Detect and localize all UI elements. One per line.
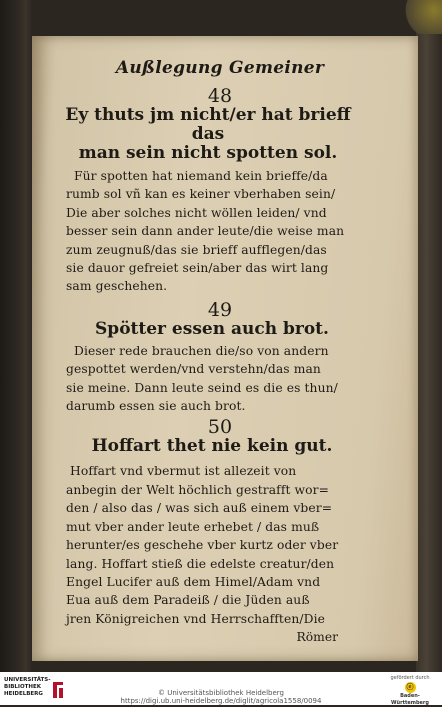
body-line: sam geschehen. — [66, 279, 168, 294]
body-line: herunter/es geschehe vber kurtz oder vber — [66, 538, 339, 553]
body-line: rumb sol vñ kan es keiner vberhaben sein/ — [66, 187, 336, 202]
body-line: anbegin der Welt höchlich gestrafft wor= — [66, 482, 330, 497]
body-line: Die aber solches nicht wöllen leiden/ vnd — [66, 205, 327, 220]
viewer-footer — [0, 672, 442, 705]
body-line: jren Königreichen vnd Herrschafften/Die — [66, 611, 325, 626]
heading-line: Hoffart thet nie kein gut. — [91, 436, 333, 457]
funded-by-label: gefördert durch — [390, 675, 430, 681]
running-head: Außlegung Gemeiner — [115, 58, 325, 78]
body-line: Dieser rede brauchen die/so von andern — [74, 343, 329, 358]
page-corner-mark — [402, 0, 442, 34]
body-line: sie dauor gefreiet sein/aber das wirt lang — [66, 261, 329, 276]
section-body — [48, 342, 358, 416]
funder-emblem-icon: ⓔ — [406, 683, 414, 691]
library-name-line: BIBLIOTHEK — [4, 684, 42, 690]
section-heading — [48, 106, 368, 163]
body-line: besser sein dann ander leute/die weise man — [66, 224, 345, 239]
body-line: Engel Lucifer auß dem Himel/Adam vnd — [66, 574, 321, 589]
heading-line: man sein nicht spotten sol. — [78, 143, 338, 163]
body-line: den / also das / was sich auß einem vber= — [66, 501, 333, 516]
section-body — [48, 167, 358, 296]
funder-name: Baden-Württemberg — [391, 693, 429, 706]
section-number: 50 — [207, 416, 233, 439]
page-text — [65, 58, 400, 646]
body-line: mut vber ander leute erhebet / das muß — [66, 519, 320, 534]
library-name-line: HEIDELBERG — [4, 691, 43, 697]
body-line: gespottet werden/vnd verstehn/das man — [66, 362, 321, 377]
heading-line: Ey thuts jm nicht/er hat brieff das — [65, 105, 351, 144]
section-number: 49 — [207, 298, 233, 321]
permalink[interactable]: https://digi.ub.uni-heidelberg.de/diglit/agricola1558/0094 — [120, 697, 322, 705]
body-line: Eua auß dem Paradeiß / die Jüden auß — [66, 593, 310, 608]
body-line: Hoffart vnd vbermut ist allezeit von — [70, 464, 297, 479]
body-line: lang. Hoffart stieß die edelste creatur/den — [66, 556, 335, 571]
book-edge — [416, 0, 442, 672]
funder-logo[interactable] — [386, 675, 434, 705]
heading-line: Spötter essen auch brot. — [95, 318, 329, 339]
body-line: zum zeugnuß/das sie brieff aufflegen/das — [66, 242, 327, 257]
section-number: 48 — [207, 85, 233, 107]
library-name-line: UNIVERSITÄTS- — [4, 677, 51, 683]
body-line: Für spotten hat niemand kein brieffe/da — [74, 169, 328, 183]
section-body — [48, 462, 358, 628]
body-line: darumb essen sie auch brot. — [66, 399, 246, 414]
body-line: sie meine. Dann leute seind es die es thun/ — [66, 380, 338, 395]
catchword: Römer — [296, 630, 338, 645]
section-heading — [52, 437, 372, 456]
section-heading — [52, 320, 372, 339]
copyright-text: © Universitätsbibliothek Heidelberg — [157, 689, 284, 697]
